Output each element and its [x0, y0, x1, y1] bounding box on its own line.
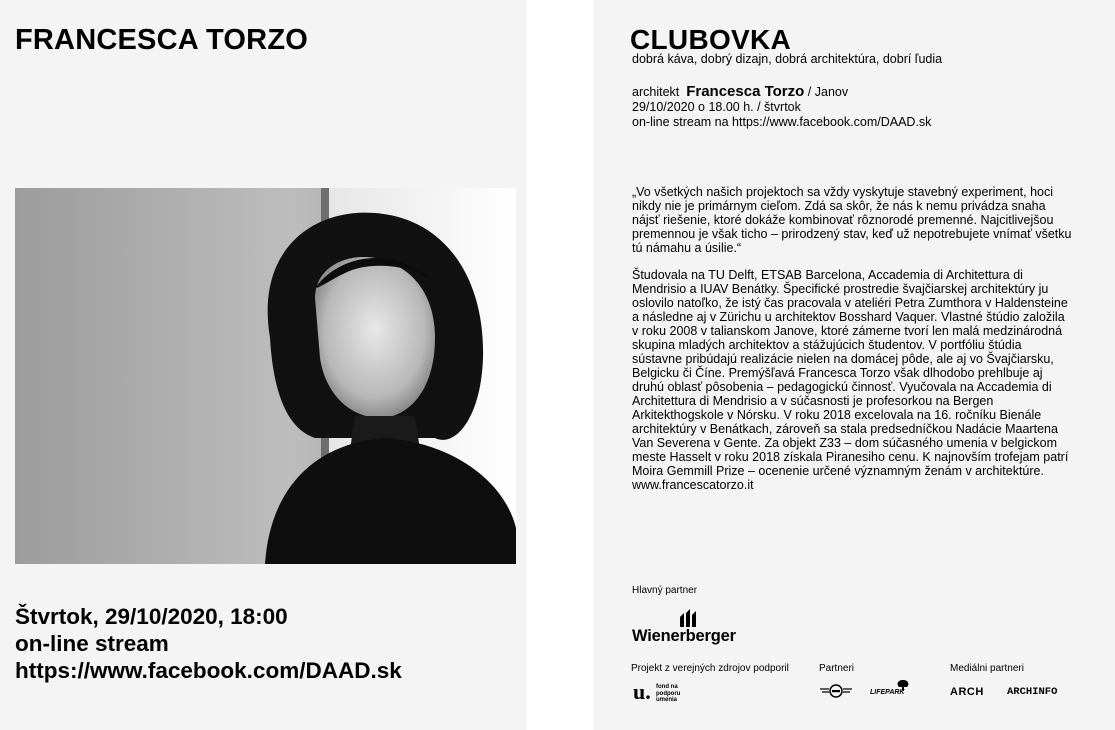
media-partners-label: Mediálni partneri	[950, 663, 1024, 674]
tagline: dobrá káva, dobrý dizajn, dobrá architektúra, dobrí ľudia	[632, 52, 943, 66]
wienerberger-logo	[632, 607, 762, 647]
fpu-logo-text: fond na podporu umenia	[656, 684, 681, 703]
quote-paragraph: „Vo všetkých našich projektoch sa vždy vyskytuje stavebný experiment, hoci nikdy nie je primárnym cieľom. Zdá sa skôr, že nás k nemu privádza snaha nájsť riešenie, ktoré dokáže kombinovať rôznorodé premenné. Najcitlivejšou premennou je však ticho – prirodzený stav, keď už nepotrebujete vnímať všetku tú námahu a úsilie.“	[632, 185, 1072, 255]
right-page	[593, 0, 1115, 730]
portrait-photo	[15, 188, 516, 564]
lifepark-logo	[870, 680, 918, 700]
fpu-mark-icon: u.	[633, 679, 651, 704]
public-funding-label: Projekt z verejných zdrojov podporil	[631, 663, 789, 674]
left-event-info	[15, 603, 402, 684]
event-date-line: Štvrtok, 29/10/2020, 18:00	[15, 604, 288, 629]
wienerberger-mark-icon	[678, 607, 698, 627]
main-partner-label: Hlavný partner	[632, 585, 698, 596]
left-page	[0, 0, 527, 730]
partners-label: Partneri	[819, 663, 855, 674]
bio-paragraph	[632, 268, 1074, 492]
lifepark-logo-text: LIFEPARK	[870, 689, 905, 696]
archinfo-logo-text: ARCHINFO	[1007, 686, 1058, 698]
fpu-logo	[633, 681, 703, 705]
event-datetime: 29/10/2020 o 18.00 h. / štvrtok	[632, 100, 801, 114]
arch-logo-text: ARCH	[950, 686, 984, 698]
event-stream-line: on-line stream	[15, 631, 169, 656]
left-title: FRANCESCA TORZO	[15, 24, 308, 56]
architect-line	[632, 84, 931, 100]
website-link[interactable]: www.francescatorzo.it	[632, 478, 754, 492]
architect-prefix: architekt	[632, 85, 680, 99]
event-url-line[interactable]: https://www.facebook.com/DAAD.sk	[15, 658, 402, 683]
clubovka-title: CLUBOVKA	[630, 24, 792, 55]
event-info	[632, 84, 931, 130]
stream-line[interactable]: on-line stream na https://www.facebook.com/DAAD.sk	[632, 115, 932, 129]
portrait-photo-illustration	[15, 188, 516, 564]
mini-logo-icon	[819, 684, 853, 698]
bio-text: Študovala na TU Delft, ETSAB Barcelona, Accademia di Architettura di Mendrisio a IUAV Benátky. Špecifické prostredie švajčiarskej architektúry ju oslovilo natoľko, že istý čas pracovala v ateliéri Petra Zumthora v Haldensteine a následne aj v Zürichu u architektov Bosshard Vaquer. Vlastné štúdio založila v roku 2008 v talianskom Janove, ktoré zámerne tvorí len malá medzinárodná skupina mladých architektov a stážujúcich študentov. V portfóliu štúdia sústavne pribúdajú realizácie nielen na domácej pôde, ale aj vo Švajčiarsku, Belgicku či Číne. Premýšľavá Francesca Torzo však dlhodobo prehlbuje aj druhú oblasť pôsobenia – pedagogickú činnosť. Vyučovala na Accademia di Architettura di Mendrisio a v súčasnosti je profesorkou na Bergen Arkitekthogskole v Nórsku. V roku 2018 excelovala na 16. ročníku Bienále architektúry v Benátkach, zároveň sa stala predsedníčkou Nadácie Maartena Van Severena v Gente. Za objekt Z33 – dom súčasného umenia v belgickom meste Hasselt v roku 2018 získala Piranesiho cenu. K najnovším trofejam patrí Moira Gemmill Prize – ocenenie určené významným ženám v architektúre.	[632, 268, 1069, 478]
architect-name: Francesca Torzo	[686, 83, 805, 100]
architect-suffix: / Janov	[807, 85, 849, 99]
wienerberger-name: Wienerberger	[632, 627, 736, 645]
